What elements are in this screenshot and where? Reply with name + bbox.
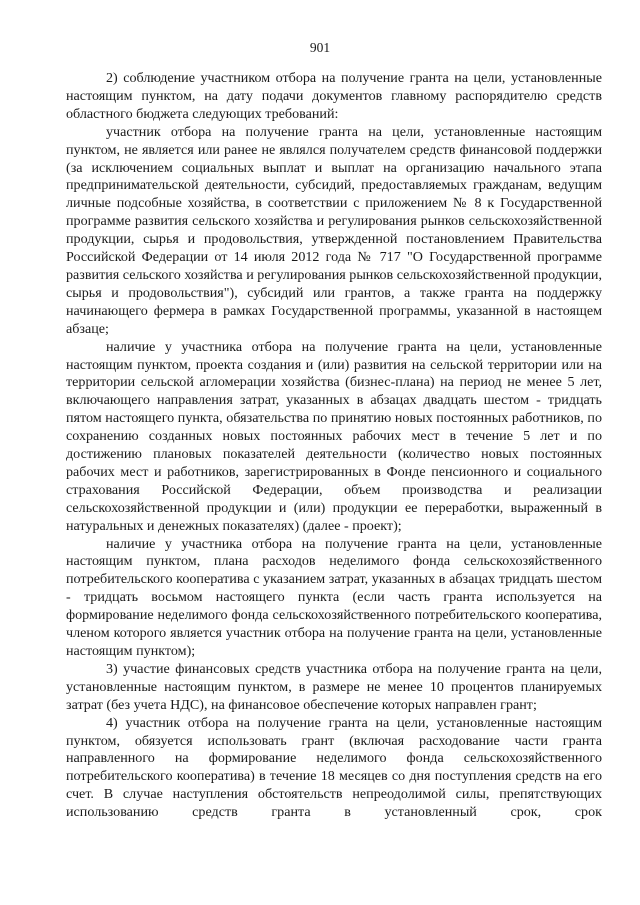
- paragraph-project: наличие у участника отбора на получение гранта на цели, установленные настоящим пунктом, проекта создания и (или) развития на сельской территории или на территории сельской агломерации хозяйства (бизнес-плана) на период не менее 5 лет, включающего направления затрат, указанных в абзацах двадцать шестом - тридцать пятом настоящего пункта, обязательства по принятию новых постоянных работников, по сохранению созданных новых постоянных рабочих мест в течение 5 лет и по достижению плановых показателей деятельности (количество новых постоянных рабочих мест и работников, зарегистрированных в Фонде пенсионного и социального страхования Российской Федерации, объем производства и реализации сельскохозяйственной продукции и (или) продукции ее переработки, выраженный в натуральных и денежных показателях) (далее - проект);: [66, 338, 602, 534]
- document-body: [66, 70, 602, 822]
- paragraph-condition-2: 2) соблюдение участником отбора на получение гранта на цели, установленные настоящим пунктом, на дату подачи документов главному распорядителю средств областного бюджета следующих требований:: [66, 70, 602, 122]
- paragraph-indivisible-fund: наличие у участника отбора на получение гранта на цели, установленные настоящим пунктом, плана расходов неделимого фонда сельскохозяйственного потребительского кооператива с указанием затрат, указанных в абзацах тридцать шестом - тридцать восьмом настоящего пункта (если часть гранта используется на формирование неделимого фонда сельскохозяйственного потребительского кооператива, членом которого является участник отбора на получение гранта на цели, установленные настоящим пунктом);: [66, 535, 602, 659]
- page-number: 901: [309, 40, 331, 55]
- paragraph-not-recipient: участник отбора на получение гранта на цели, установленные настоящим пунктом, не является или ранее не являлся получателем средств финансовой поддержки (за исключением социальных выплат и выплат на организацию начального этапа предпринимательской деятельности, субсидий, предоставляемых гражданам, ведущим личные подсобные хозяйства, в соответствии с приложением № 8 к Государственной программе развития сельского хозяйства и регулирования рынков сельскохозяйственной продукции, сырья и продовольствия, утвержденной постановлением Правительства Российской Федерации от 14 июля 2012 года № 717 "О Государственной программе развития сельского хозяйства и регулирования рынков сельскохозяйственной продукции, сырья и продовольствия"), субсидий или грантов, а также гранта на поддержку начинающего фермера в рамках Государственной программы, указанной в настоящем абзаце;: [66, 123, 602, 337]
- paragraph-condition-4: 4) участник отбора на получение гранта на цели, установленные настоящим пунктом, обязуется использовать грант (включая расходование части гранта направленного на формирование неделимого фонда сельскохозяйственного потребительского кооператива) в течение 18 месяцев со дня поступления средств на его счет. В случае наступления обстоятельств непреодолимой силы, препятствующих использованию средств гранта в установленный срок, срок: [66, 714, 602, 821]
- paragraph-condition-3: 3) участие финансовых средств участника отбора на получение гранта на цели, установленные настоящим пунктом, в размере не менее 10 процентов планируемых затрат (без учета НДС), на финансовое обеспечение которых направлен грант;: [66, 660, 602, 713]
